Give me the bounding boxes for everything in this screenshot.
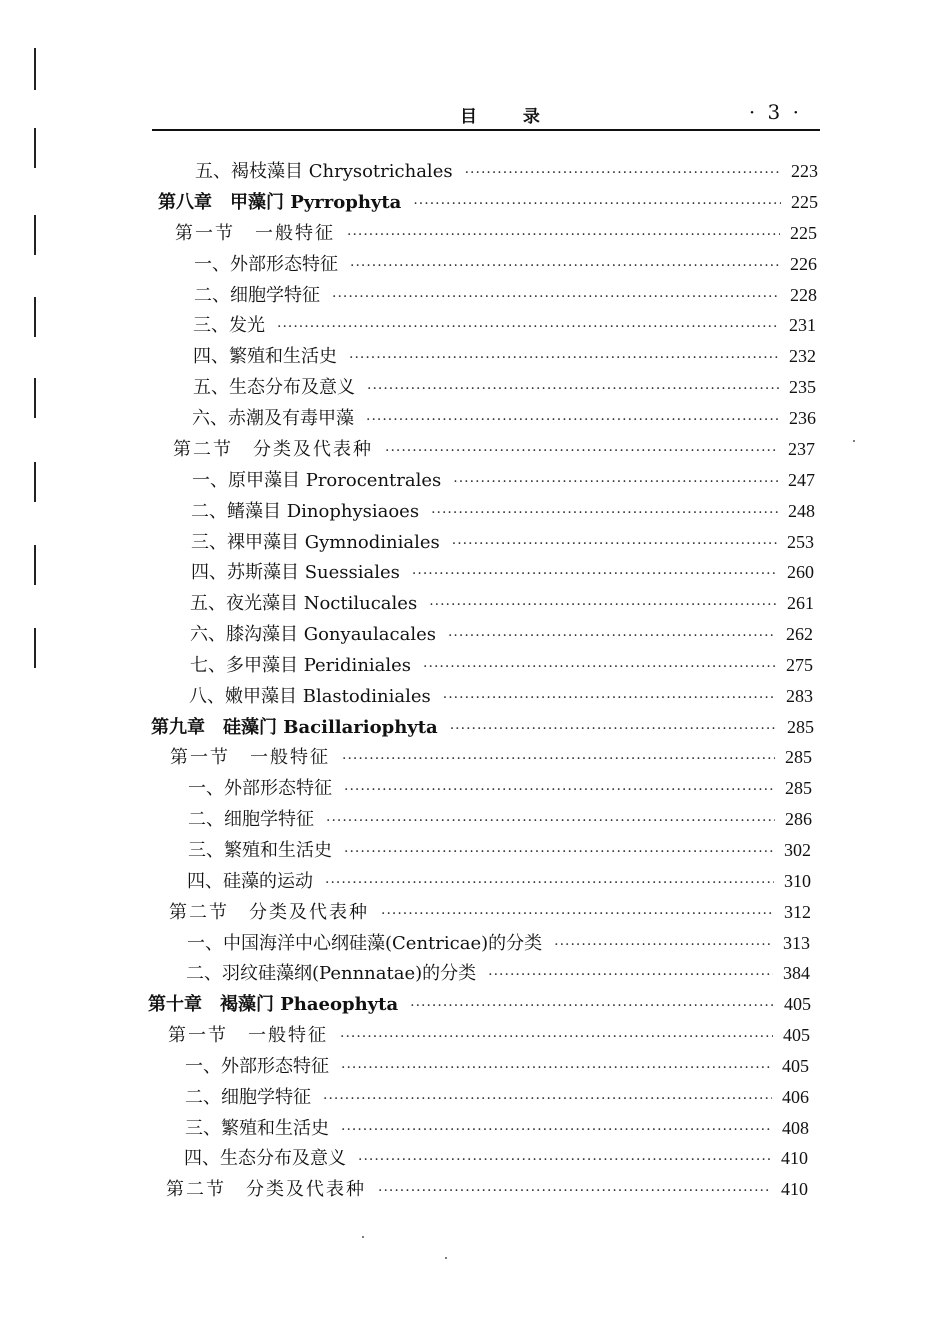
dot-leader [341,1117,772,1143]
toc-entry-section [169,899,811,925]
toc-entry-item [194,251,817,277]
dot-leader [366,407,779,433]
toc-entry-label: 第十章 褐藻门 Phaeophyta [148,994,399,1015]
toc-entry-label: 第九章 硅藻门 Bacillariophyta [151,717,438,738]
toc-entry-item [191,529,814,555]
toc-entry-label: 三、发光 [193,315,265,336]
toc-entry-page: 410 [781,1148,808,1168]
toc-entry-label: 七、多甲藻目 Peridiniales [190,655,412,676]
toc-entry-label: 第一节 一般特征 [168,1025,328,1046]
toc-entry-page: 410 [781,1179,808,1199]
toc-entry-page: 235 [789,377,816,397]
toc-entry-item [193,374,816,400]
dot-leader [488,962,773,988]
toc-entry-label: 三、繁殖和生活史 [188,840,332,861]
toc-entry-page: 283 [786,686,813,706]
toc-entry-item [185,1084,809,1110]
toc-entry-label: 四、繁殖和生活史 [193,346,337,367]
toc-entry-page: 237 [788,439,815,459]
toc-entry-item [191,498,815,524]
toc-entry-section [168,1022,810,1048]
toc-entry-label: 二、细胞学特征 [194,285,320,306]
toc-entry-item [187,868,811,894]
toc-entry-item [190,621,813,647]
toc-entry-label: 四、苏斯藻目 Suessiales [191,562,400,583]
dot-leader [367,376,779,402]
dot-leader [378,1178,771,1204]
dot-leader [340,1024,773,1050]
toc-entry-item [193,343,816,369]
toc-entry-label: 六、赤潮及有毒甲藻 [192,408,354,429]
toc-entry-page: 261 [787,593,814,613]
toc-entry-page: 384 [783,963,810,983]
dot-leader [412,561,777,587]
toc-entry-label: 三、繁殖和生活史 [185,1118,329,1139]
toc-entry-page: 223 [791,161,818,181]
toc-entry-label: 六、膝沟藻目 Gonyaulacales [190,624,436,645]
dot-leader [410,993,774,1019]
toc-entry-page: 405 [784,994,811,1014]
toc-entry-label: 五、生态分布及意义 [193,377,355,398]
dot-leader [344,839,774,865]
toc-entry-item [191,559,814,585]
dot-leader [349,345,779,371]
toc-entry-label: 三、裸甲藻目 Gymnodiniales [191,532,440,553]
toc-entry-item [188,806,812,832]
toc-entry-page: 248 [788,501,815,521]
dot-leader [423,654,776,680]
toc-entry-label: 二、鳍藻目 Dinophysiaoes [191,501,420,522]
dot-leader [431,500,778,526]
toc-entry-label: 四、硅藻的运动 [187,871,313,892]
dot-leader [341,1055,772,1081]
toc-entry-page: 310 [784,871,811,891]
toc-entry-page: 313 [783,933,810,953]
toc-entry-chapter [151,714,814,740]
binding-mark [34,462,36,502]
toc-entry-label: 一、中国海洋中心纲硅藻(Centricae)的分类 [187,933,543,954]
toc-entry-label: 第二节 分类及代表种 [166,1179,366,1200]
dot-leader [385,438,778,464]
scan-speck [362,1236,364,1238]
toc-entry-label: 二、细胞学特征 [188,809,314,830]
dot-leader [347,222,780,248]
toc-entry-label: 五、夜光藻目 Noctilucales [190,593,418,614]
binding-mark [34,48,36,90]
toc-entry-page: 260 [787,562,814,582]
toc-entry-item [192,467,815,493]
toc-entry-chapter [158,189,818,215]
toc-entry-item [195,158,818,184]
toc-entry-item [192,405,816,431]
toc-entry-label: 四、生态分布及意义 [184,1148,346,1169]
binding-mark [34,545,36,585]
toc-entry-item [187,930,810,956]
toc-entry-label: 五、褐枝藻目 Chrysotrichales [195,161,453,182]
toc-entry-page: 286 [785,809,812,829]
toc-entry-item [188,837,811,863]
dot-leader [332,284,780,310]
toc-entry-label: 第一节 一般特征 [175,223,335,244]
dot-leader [358,1147,771,1173]
dot-leader [323,1086,772,1112]
toc-entry-page: 405 [782,1056,809,1076]
toc-entry-item [185,1053,809,1079]
header-title: 目 录 [460,107,560,127]
binding-mark [34,297,36,337]
dot-leader [326,808,775,834]
header-rule [152,129,820,131]
toc-entry-item [193,312,816,338]
toc-entry-page: 285 [785,778,812,798]
dot-leader [381,901,774,927]
dot-leader [448,623,776,649]
toc-entry-page: 228 [790,285,817,305]
toc-entry-section [170,744,812,770]
toc-entry-page: 285 [785,747,812,767]
dot-leader [342,746,775,772]
dot-leader [325,870,774,896]
toc-entry-item [186,960,810,986]
toc-entry-page: 236 [789,408,816,428]
toc-entry-page: 225 [790,223,817,243]
dot-leader [429,592,777,618]
toc-entry-page: 226 [790,254,817,274]
toc-entry-item [184,1145,808,1171]
binding-mark [34,128,36,168]
toc-entry-label: 八、嫩甲藻目 Blastodiniales [189,686,431,707]
toc-entry-item [190,590,814,616]
dot-leader [465,160,781,186]
dot-leader [452,531,777,557]
toc-entry-label: 第八章 甲藻门 Pyrrophyta [158,192,402,213]
toc-entry-label: 一、外部形态特征 [185,1056,329,1077]
toc-entry-page: 312 [784,902,811,922]
header-page-number: · 3 · [748,100,802,124]
toc-entry-label: 一、外部形态特征 [194,254,338,275]
toc-entry-page: 405 [783,1025,810,1045]
toc-entry-page: 275 [786,655,813,675]
dot-leader [277,314,779,340]
dot-leader [344,777,775,803]
dot-leader [453,469,778,495]
dot-leader [350,253,780,279]
binding-mark [34,378,36,418]
binding-mark [34,215,36,255]
toc-entry-label: 第一节 一般特征 [170,747,330,768]
toc-entry-label: 二、细胞学特征 [185,1087,311,1108]
toc-entry-chapter [148,991,811,1017]
toc-entry-page: 232 [789,346,816,366]
toc-entry-page: 302 [784,840,811,860]
toc-entry-label: 一、原甲藻目 Prorocentrales [192,470,442,491]
toc-entry-page: 406 [782,1087,809,1107]
dot-leader [450,716,777,742]
dot-leader [413,191,781,217]
toc-entry-page: 253 [787,532,814,552]
toc-entry-item [189,683,813,709]
toc-entry-page: 225 [791,192,818,212]
toc-entry-item [188,775,812,801]
scan-speck [853,440,855,442]
toc-entry-label: 一、外部形态特征 [188,778,332,799]
dot-leader [554,932,773,958]
toc-entry-label: 第二节 分类及代表种 [169,902,369,923]
toc-entry-page: 247 [788,470,815,490]
toc-entry-label: 第二节 分类及代表种 [173,439,373,460]
toc-entry-item [185,1115,809,1141]
binding-mark [34,628,36,668]
toc-entry-page: 262 [786,624,813,644]
running-header [152,100,820,128]
toc-entry-page: 231 [789,315,816,335]
toc-entry-section [166,1176,808,1202]
dot-leader [443,685,776,711]
toc-entry-section [175,220,817,246]
toc-entry-item [194,282,817,308]
toc-entry-section [173,436,815,462]
toc-entry-page: 285 [787,717,814,737]
toc-entry-label: 二、羽纹硅藻纲(Pennnatae)的分类 [186,963,477,984]
toc-entry-item [190,652,813,678]
scan-speck [445,1257,447,1259]
toc-entry-page: 408 [782,1118,809,1138]
